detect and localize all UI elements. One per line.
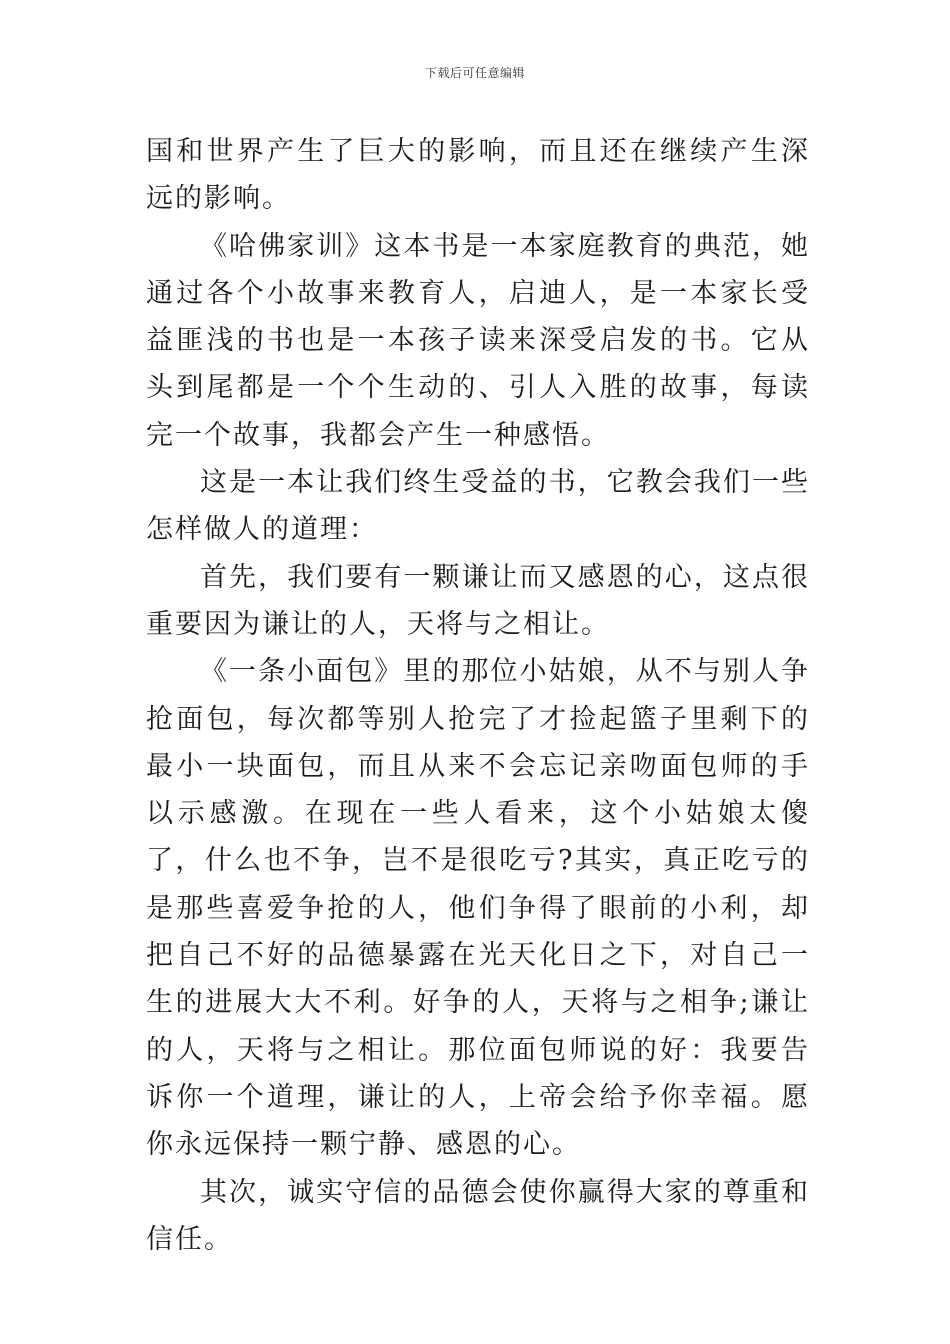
paragraph: 《哈佛家训》这本书是一本家庭教育的典范，她通过各个小故事来教育人，启迪人，是一本家长受益匪浅的书也是一本孩子读来深受启发的书。它从头到尾都是一个个生动的、引人入胜的故事，每读完一个故事，我都会产生一种感悟。 bbox=[146, 230, 810, 451]
page-header: 下载后可任意编辑 bbox=[424, 66, 525, 80]
paragraph: 这是一本让我们终生受益的书，它教会我们一些怎样做人的道理： bbox=[146, 467, 810, 546]
paragraph: 其次，诚实守信的品德会使你赢得大家的尊重和信任。 bbox=[146, 1176, 810, 1255]
paragraph: 首先，我们要有一颗谦让而又感恩的心，这点很重要因为谦让的人，天将与之相让。 bbox=[146, 561, 810, 640]
paragraph: 国和世界产生了巨大的影响，而且还在继续产生深远的影响。 bbox=[146, 136, 810, 215]
paragraph: 《一条小面包》里的那位小姑娘，从不与别人争抢面包，每次都等别人抢完了才捡起篮子里剩下的最小一块面包，而且从来不会忘记亲吻面包师的手以示感激。在现在一些人看来，这个小姑娘太傻了，什么也不争，岂不是很吃亏?其实，真正吃亏的是那些喜爱争抢的人，他们争得了眼前的小利，却把自己不好的品德暴露在光天化日之下，对自己一生的进展大大不利。好争的人，天将与之相争;谦让的人，天将与之相让。那位面包师说的好：我要告诉你一个道理，谦让的人，上帝会给予你幸福。愿你永远保持一颗宁静、感恩的心。 bbox=[146, 656, 810, 1161]
document-body bbox=[146, 128, 810, 1263]
